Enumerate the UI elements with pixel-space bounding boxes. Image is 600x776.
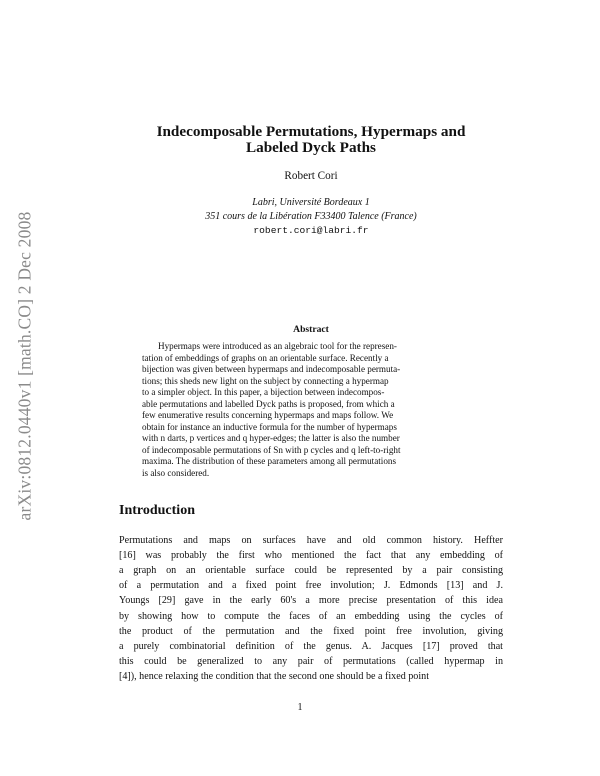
introduction-line: Youngs [29] gave in the early 60's a more precise presentation of this idea	[119, 595, 503, 607]
page-number: 1	[297, 702, 303, 713]
abstract-line: able permutations and labelled Dyck paths is proposed, from which a	[142, 398, 395, 409]
arxiv-identifier-text: arXiv:0812.0440v1 [math.CO] 2 Dec 2008	[14, 211, 35, 520]
paper-title	[119, 124, 503, 156]
abstract-line: Hypermaps were introduced as an algebraic tool for the represen-	[158, 341, 397, 351]
introduction-body	[119, 533, 503, 685]
introduction-line: of a permutation and a fixed point free involution; J. Edmonds [13] and J.	[119, 580, 503, 592]
abstract-line: obtain for instance an inductive formula for the number of hypermaps	[142, 421, 397, 432]
affiliation-address: 351 cours de la Libération F33400 Talence (France)	[205, 211, 417, 222]
affiliation-institution: Labri, Université Bordeaux 1	[252, 197, 370, 208]
paper-title-line-2: Labeled Dyck Paths	[246, 139, 376, 156]
author-name: Robert Cori	[284, 170, 338, 182]
abstract-line: tation of embeddings of graphs on an orientable surface. Recently a	[142, 352, 389, 363]
abstract-line: few enumerative results concerning hypermaps and maps follow. We	[142, 410, 394, 421]
abstract-line: maxima. The distribution of these parameters among all permutations	[142, 456, 396, 467]
introduction-line: by showing how to compute the faces of an embedding using the cycles of	[119, 610, 503, 622]
introduction-line: [4]), hence relaxing the condition that the second one should be a fixed point	[119, 671, 430, 683]
abstract-line: to a simpler object. In this paper, a bijection between indecompos-	[142, 387, 385, 398]
abstract-line: with n darts, p vertices and q hyper-edges; the latter is also the number	[142, 433, 400, 444]
abstract-line: of indecomposable permutations of Sn with p cycles and q left-to-right	[142, 444, 401, 455]
introduction-line: [16] was probably the first who mentioned the fact that any embedding of	[119, 549, 503, 561]
author-affiliation	[119, 196, 503, 238]
paper-title-line-1: Indecomposable Permutations, Hypermaps and	[156, 123, 466, 140]
abstract-heading: Abstract	[293, 324, 329, 335]
abstract-line: is also considered.	[142, 468, 210, 479]
introduction-line: this could be generalized to any pair of permutations (called hypermap in	[119, 656, 503, 668]
author-email: robert.cori@labri.fr	[253, 225, 369, 236]
abstract-body	[142, 341, 480, 480]
abstract-line: tions; this sheds new light on the subject by connecting a hypermap	[142, 375, 389, 386]
introduction-line: the product of the permutation and the fixed point free involution, giving	[119, 625, 503, 637]
introduction-line: a graph on an orientable surface could be represented by a pair consisting	[119, 564, 503, 576]
abstract-line: bijection was given between hypermaps and indecomposable permuta-	[142, 364, 401, 375]
introduction-line: a purely combinatorial definition of the genus. A. Jacques [17] proved that	[119, 640, 503, 652]
paper-first-page	[119, 124, 503, 685]
section-heading-introduction: Introduction	[119, 502, 195, 518]
arxiv-identifier-stamp	[8, 178, 42, 553]
introduction-line: Permutations and maps on surfaces have and old common history. Heffter	[119, 534, 503, 546]
